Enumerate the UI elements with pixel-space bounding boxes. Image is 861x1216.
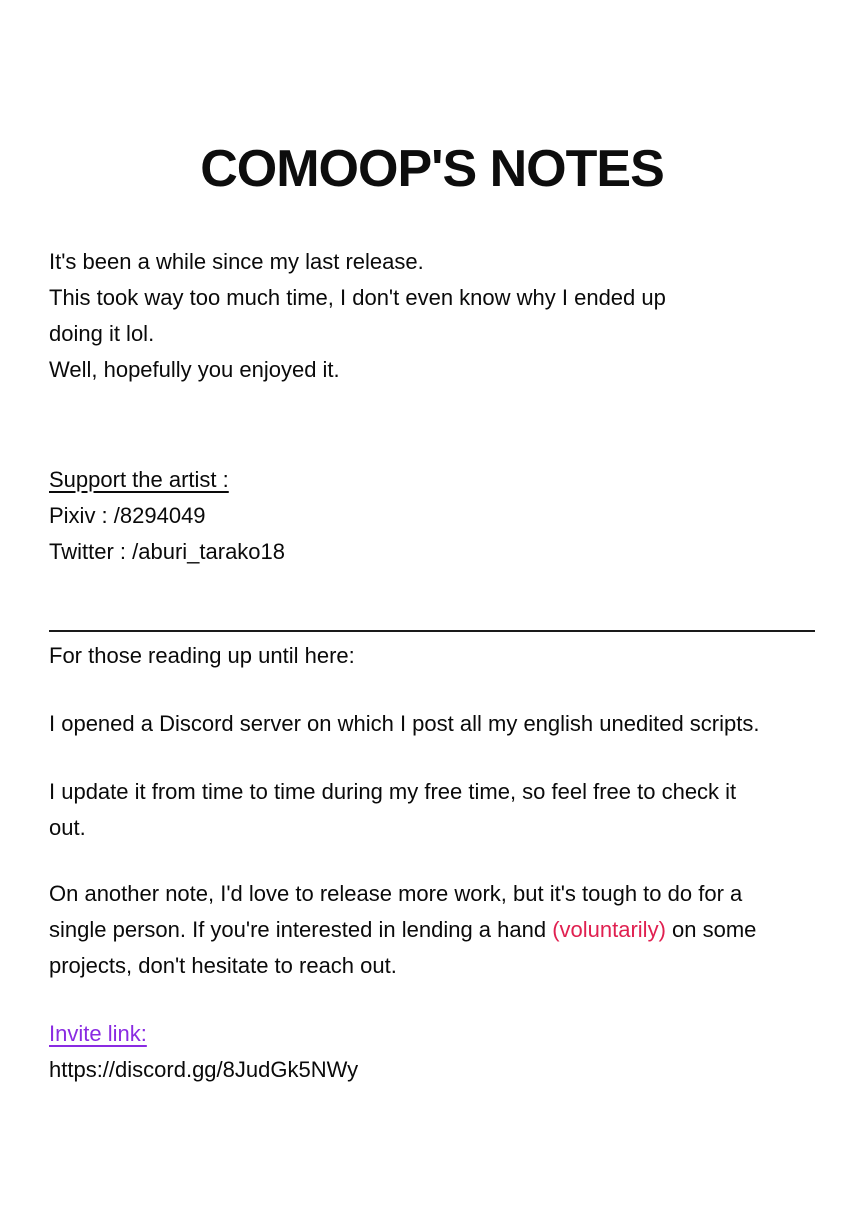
- recruit-line-2: [49, 912, 815, 948]
- discord-invite-url[interactable]: https://discord.gg/8JudGk5NWy: [49, 1056, 359, 1082]
- recruit-line-2-after: on some: [665, 916, 757, 942]
- update-line-2: out.: [49, 814, 86, 840]
- discord-announcement: I opened a Discord server on which I post all my english unedited scripts.: [49, 710, 760, 736]
- pixiv-handle: Pixiv : /8294049: [49, 502, 206, 528]
- intro-paragraph: [49, 244, 815, 388]
- update-line-1: I update it from time to time during my free time, so feel free to check it: [49, 778, 737, 804]
- intro-line-4: Well, hopefully you enjoyed it.: [49, 356, 340, 382]
- recruit-line-3: projects, don't hesitate to reach out.: [49, 952, 397, 978]
- support-heading-text: Support the artist :: [49, 466, 229, 492]
- support-section: [49, 462, 815, 570]
- intro-line-1: It's been a while since my last release.: [49, 248, 424, 274]
- invite-link[interactable]: Invite link:: [49, 1020, 147, 1046]
- intro-line-3: doing it lol.: [49, 320, 155, 346]
- page-title: COMOOP'S NOTES: [200, 140, 664, 198]
- voluntarily-highlight: (voluntarily): [552, 916, 666, 942]
- intro-line-2: This took way too much time, I don't even know why I ended up: [49, 284, 666, 310]
- update-paragraph: [49, 774, 815, 846]
- twitter-handle: Twitter : /aburi_tarako18: [49, 538, 286, 564]
- recruit-line-1: On another note, I'd love to release more work, but it's tough to do for a: [49, 880, 743, 906]
- recruit-line-2-before: single person. If you're interested in lending a hand: [49, 916, 553, 942]
- divider-line: [49, 630, 815, 632]
- recruit-paragraph: [49, 876, 815, 984]
- support-heading: [49, 462, 815, 498]
- postscript-intro: For those reading up until here:: [49, 642, 355, 668]
